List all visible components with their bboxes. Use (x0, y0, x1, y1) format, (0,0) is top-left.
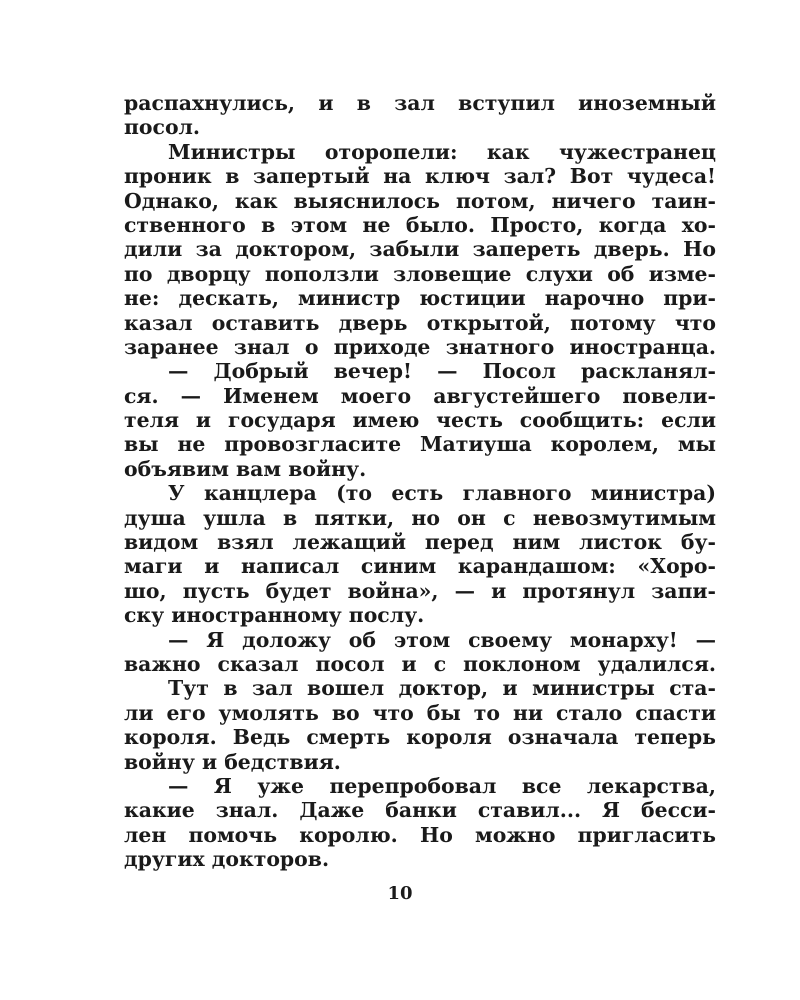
text-line: Тут в зал вошел доктор, и министры ста- (168, 676, 716, 701)
text-line: вы не провозгласите Матиуша королем, мы (124, 432, 716, 457)
text-line: ственного в этом не было. Просто, когда хо- (124, 212, 716, 237)
text-line: ску иностранному послу. (124, 603, 425, 628)
text-line: не: дескать, министр юстиции нарочно при- (124, 286, 716, 311)
text-line: лен помочь королю. Но можно пригласить (124, 822, 716, 847)
text-line: теля и государя имею честь сообщить: если (124, 408, 716, 433)
text-line: Министры оторопели: как чужестранец (168, 139, 716, 164)
text-line: короля. Ведь смерть короля означала теперь (124, 725, 716, 750)
body-text (124, 91, 716, 872)
text-line: дили за доктором, забыли запереть дверь. Но (124, 237, 716, 262)
text-line: ли его умолять во что бы то ни стало спасти (124, 700, 716, 725)
text-line: шо, пусть будет война», — и протянул запи- (124, 578, 716, 603)
text-line: важно сказал посол и с поклоном удалился. (124, 651, 716, 676)
text-line: видом взял лежащий перед ним листок бу- (124, 530, 716, 555)
text-line: душа ушла в пятки, но он с невозмутимым (124, 505, 716, 530)
text-line: — Я уже перепробовал все лекарства, (168, 773, 716, 798)
text-line: других докторов. (124, 847, 330, 872)
text-line: Однако, как выяснилось потом, ничего таин- (124, 188, 716, 213)
text-line: — Я доложу об этом своему монарху! — (168, 627, 716, 652)
page-number: 10 (387, 883, 413, 904)
text-line: проник в запертый на ключ зал? Вот чудеса! (124, 164, 716, 189)
text-line: по дворцу поползли зловещие слухи об изме- (124, 261, 716, 286)
text-line: ся. — Именем моего августейшего повели- (124, 383, 716, 408)
text-line: какие знал. Даже банки ставил... Я бесси- (124, 798, 716, 823)
text-line: казал оставить дверь открытой, потому что (124, 310, 716, 335)
text-line: маги и написал синим карандашом: «Хоро- (124, 554, 716, 579)
text-line: — Добрый вечер! — Посол раскланял- (168, 359, 716, 384)
text-line: войну и бедствия. (124, 749, 341, 774)
text-line: объявим вам войну. (124, 456, 367, 481)
text-line: посол. (124, 115, 201, 140)
text-line: У канцлера (то есть главного министра) (168, 481, 716, 506)
text-line: распахнулись, и в зал вступил иноземный (124, 91, 716, 115)
text-line: заранее знал о приходе знатного иностранца. (124, 334, 716, 359)
